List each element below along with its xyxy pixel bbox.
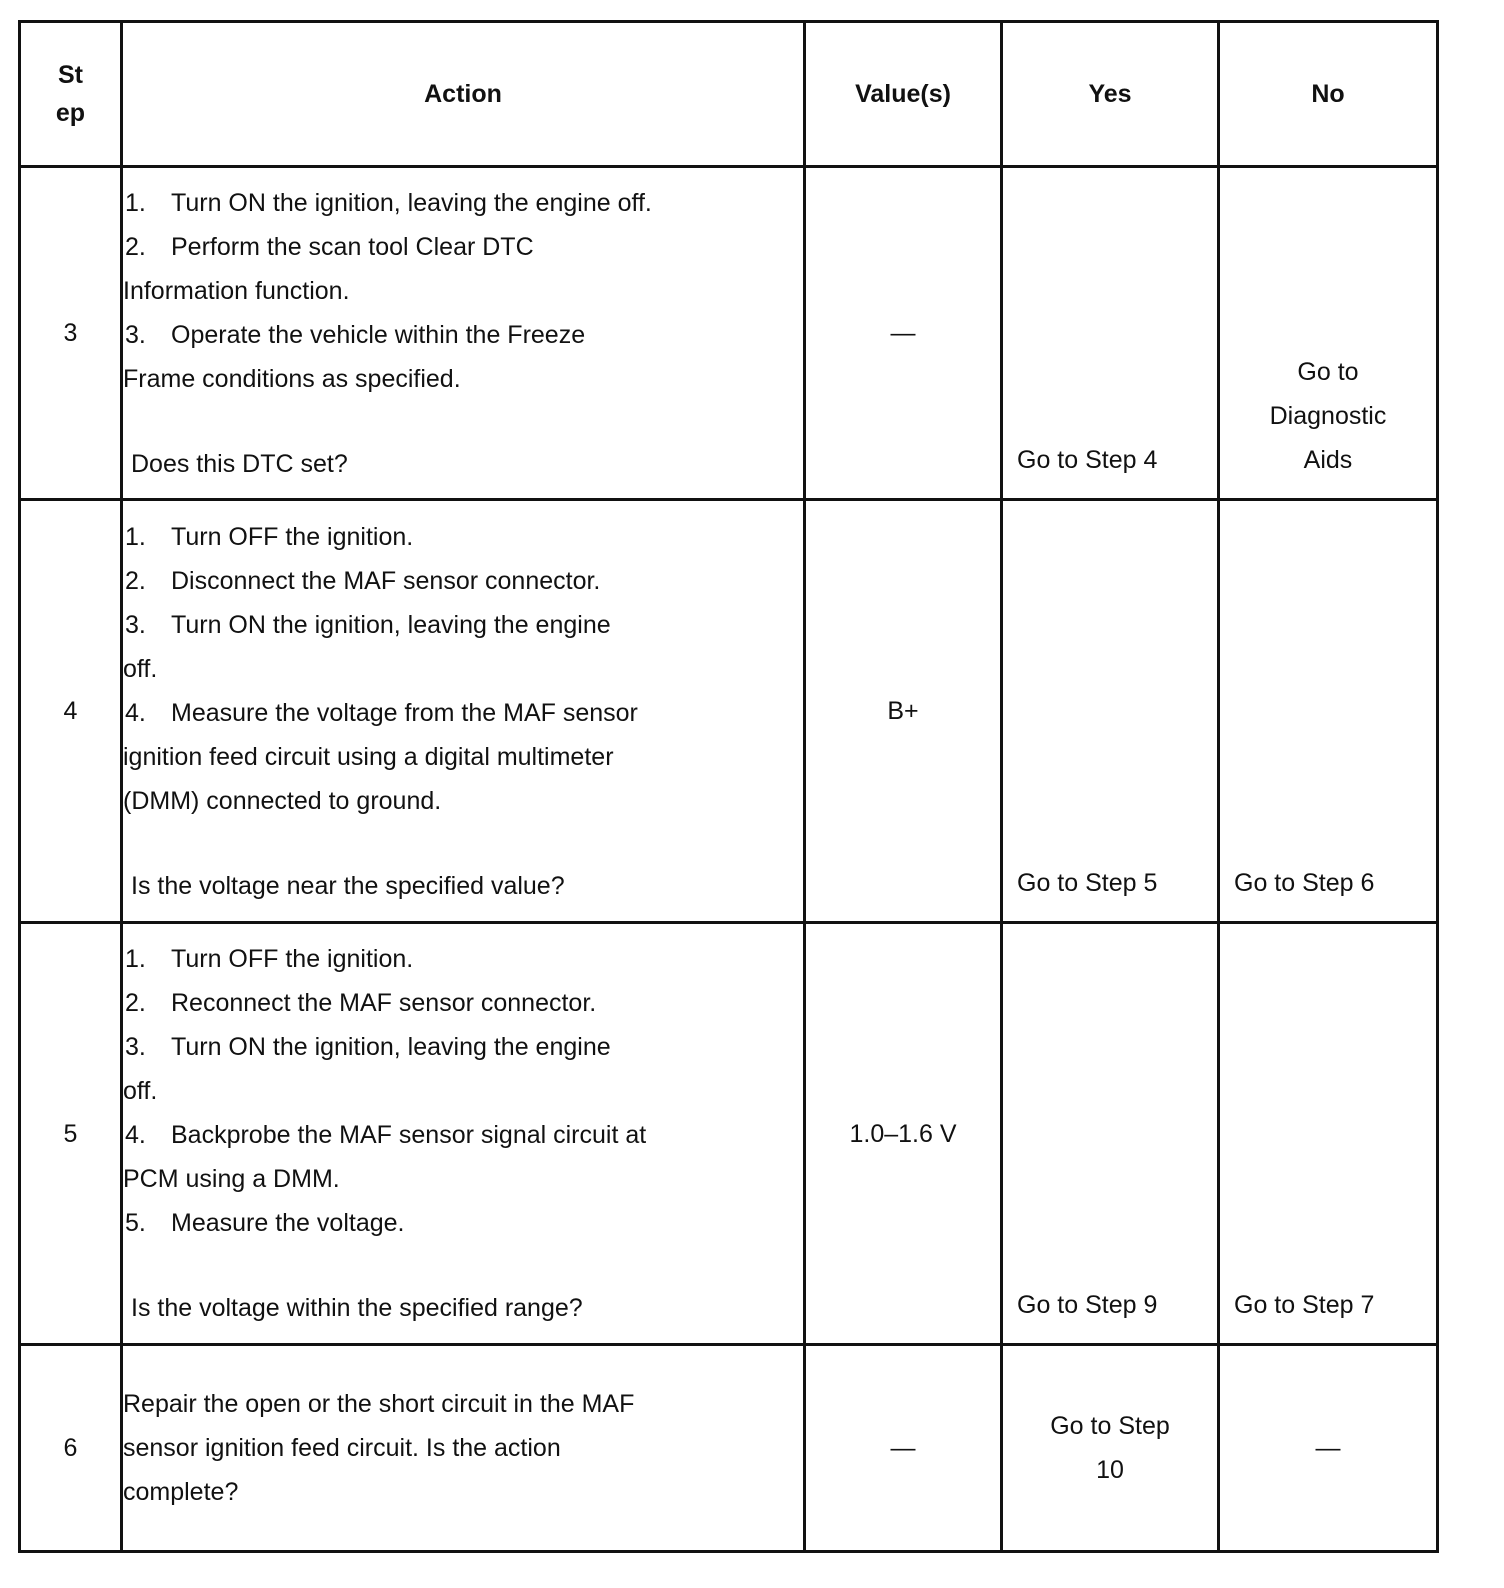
step-number: 6	[20, 1345, 122, 1552]
yes-cell	[1002, 1345, 1219, 1552]
action-line: 4. Backprobe the MAF sensor signal circuit at	[125, 1121, 647, 1149]
header-action: Action	[122, 22, 805, 167]
yes-text: Go to Step 4	[1017, 446, 1158, 474]
action-line: Information function.	[123, 276, 350, 305]
step-number: 4	[20, 500, 122, 923]
action-cell	[122, 500, 805, 923]
diagnostic-table	[18, 20, 1439, 1553]
header-yes: Yes	[1002, 22, 1219, 167]
header-step-line1: St	[58, 61, 83, 89]
value-cell: 1.0–1.6 V	[805, 923, 1002, 1345]
no-text: Go to Step 7	[1234, 1291, 1375, 1319]
action-line: 3. Turn ON the ignition, leaving the engine	[125, 1033, 611, 1061]
action-line: 2. Disconnect the MAF sensor connector.	[125, 566, 601, 595]
action-line: complete?	[123, 1478, 239, 1506]
step-number: 3	[20, 167, 122, 500]
action-line: 4. Measure the voltage from the MAF sensor	[125, 698, 638, 727]
action-line: 1. Turn ON the ignition, leaving the engine off.	[125, 188, 652, 217]
no-cell	[1219, 167, 1438, 500]
action-line: 1. Turn OFF the ignition.	[125, 522, 414, 551]
action-question: Is the voltage within the specified range?	[131, 1294, 583, 1322]
header-step-line2: ep	[55, 99, 86, 127]
action-line: 2. Reconnect the MAF sensor connector.	[125, 989, 597, 1017]
action-line: Repair the open or the short circuit in the MAF	[123, 1390, 635, 1418]
yes-cell	[1002, 167, 1219, 500]
yes-cell	[1002, 500, 1219, 923]
action-question: Does this DTC set?	[131, 449, 348, 478]
action-line: PCM using a DMM.	[123, 1165, 340, 1193]
yes-text: Go to Step 5	[1017, 869, 1158, 897]
action-line: off.	[123, 654, 158, 683]
no-text-line: Aids	[1303, 446, 1353, 474]
value-cell: B+	[805, 500, 1002, 923]
action-line: sensor ignition feed circuit. Is the action	[123, 1434, 561, 1462]
no-text: Go to Step 6	[1234, 869, 1375, 897]
no-text-line: Diagnostic	[1269, 402, 1387, 430]
yes-text: Go to Step 9	[1017, 1291, 1158, 1319]
header-row	[20, 22, 1438, 167]
action-line: 5. Measure the voltage.	[125, 1209, 405, 1237]
value-cell: —	[805, 1345, 1002, 1552]
table-row	[20, 1345, 1438, 1552]
action-line: (DMM) connected to ground.	[123, 786, 442, 815]
header-step	[20, 22, 122, 167]
no-cell	[1219, 923, 1438, 1345]
action-line: Frame conditions as specified.	[123, 364, 461, 393]
action-cell	[122, 1345, 805, 1552]
yes-text-line: Go to Step	[1050, 1412, 1170, 1440]
action-line: 2. Perform the scan tool Clear DTC	[125, 232, 534, 261]
yes-cell	[1002, 923, 1219, 1345]
action-line: 3. Turn ON the ignition, leaving the engine	[125, 610, 611, 639]
action-cell	[122, 923, 805, 1345]
action-line: ignition feed circuit using a digital multimeter	[123, 742, 614, 771]
action-cell	[122, 167, 805, 500]
header-values: Value(s)	[805, 22, 1002, 167]
table-row	[20, 923, 1438, 1345]
no-text-line: Go to	[1297, 358, 1359, 386]
table-row	[20, 500, 1438, 923]
action-question: Is the voltage near the specified value?	[131, 871, 565, 900]
header-no: No	[1219, 22, 1438, 167]
no-cell	[1219, 500, 1438, 923]
value-cell: —	[805, 167, 1002, 500]
no-text: —	[1315, 1434, 1341, 1462]
table-row	[20, 167, 1438, 500]
action-line: off.	[123, 1077, 158, 1105]
action-line: 3. Operate the vehicle within the Freeze	[125, 320, 586, 349]
action-line: 1. Turn OFF the ignition.	[125, 945, 414, 973]
step-number: 5	[20, 923, 122, 1345]
yes-text-line: 10	[1096, 1456, 1124, 1484]
no-cell	[1219, 1345, 1438, 1552]
